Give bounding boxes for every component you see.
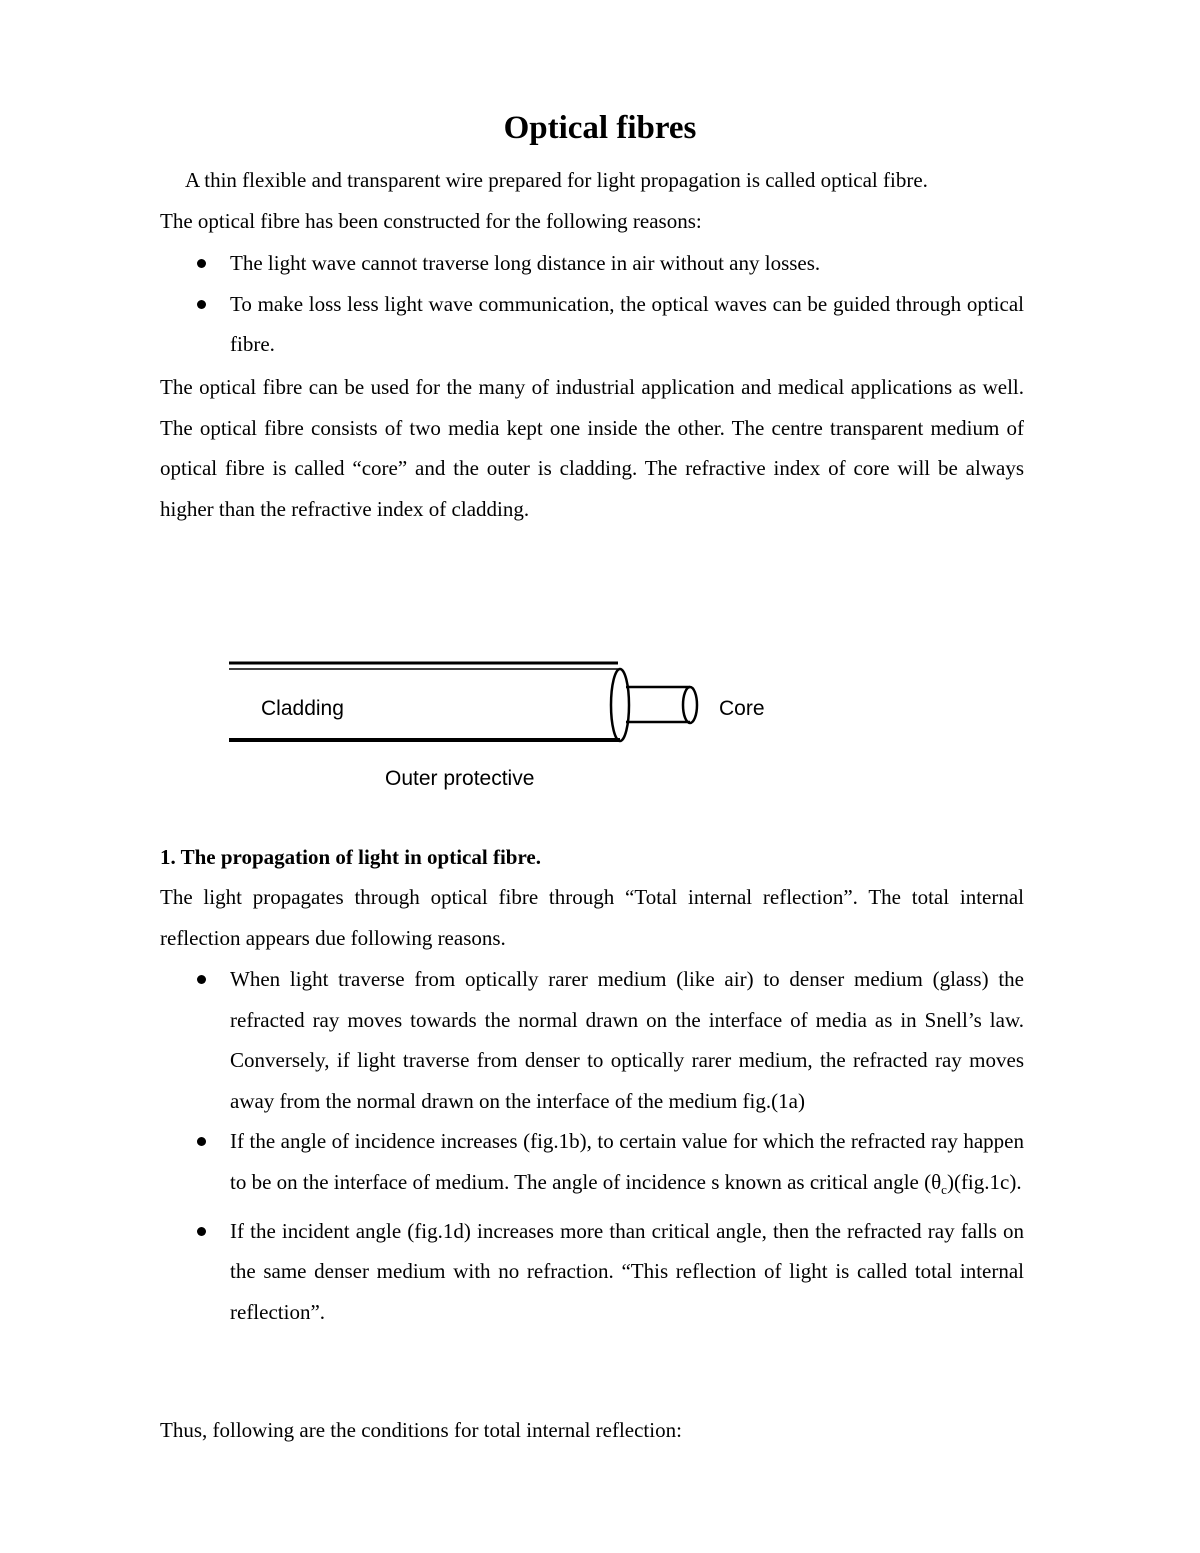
reasons-lead: The optical fibre has been constructed for the following reasons: <box>160 209 702 233</box>
bullet-icon <box>197 1137 206 1146</box>
core-cylinder <box>626 687 697 723</box>
list-item <box>160 1211 1024 1333</box>
core-cladding-paragraph: The optical fibre can be used for the many of industrial application and medical applications as well. The optical fibre consists of two media kept one inside the other. The centre transparent medium of optical fibre is called “core” and the outer is cladding. The refractive index of core will be always higher than the refractive index of cladding. <box>160 375 1024 521</box>
bullet-icon <box>197 1227 206 1236</box>
list-item <box>160 959 1024 1121</box>
list-item-text: When light traverse from optically rarer medium (like air) to denser medium (glass) the refracted ray moves towards the normal drawn on the interface of media as in Snell’s law. Conversely, if light traverse from denser to optically rarer medium, the refracted ray moves away from the normal drawn on the interface of the medium fig.(1a) <box>230 967 1024 1113</box>
list-item-text: The light wave cannot traverse long distance in air without any losses. <box>230 251 821 275</box>
list-item-text: If the incident angle (fig.1d) increases more than critical angle, then the refracted ray falls on the same denser medium with no refraction. “This reflection of light is called total internal reflection”. <box>230 1218 1024 1324</box>
tir-intro-paragraph: The light propagates through optical fibre through “Total internal reflection”. The total internal reflection appears due following reasons. <box>160 885 1024 950</box>
page-title: Optical fibres <box>503 110 697 146</box>
conclusion-line: Thus, following are the conditions for total internal reflection: <box>160 1418 682 1442</box>
list-item-text: To make loss less light wave communication, the optical waves can be guided through optical fibre. <box>230 291 1024 357</box>
list-item-text: If the angle of incidence increases (fig.1b), to certain value for which the refracted ray happen to be on the interface of medium. The angle of incidence s known as critical angle $(\theta_c)(fig.1c)$. <box>230 1129 1024 1198</box>
outer-protective-label: Outer protective <box>385 767 535 790</box>
list-item <box>160 1121 1024 1210</box>
definition-paragraph: A thin flexible and transparent wire prepared for light propagation is called optical fibre. <box>185 168 928 192</box>
tir-reasons-list <box>160 959 1024 1333</box>
bullet-icon <box>197 975 206 984</box>
section-heading: 1. The propagation of light in optical fibre. <box>160 845 541 869</box>
cladding-label: Cladding <box>261 697 344 720</box>
core-label: Core <box>719 697 765 720</box>
